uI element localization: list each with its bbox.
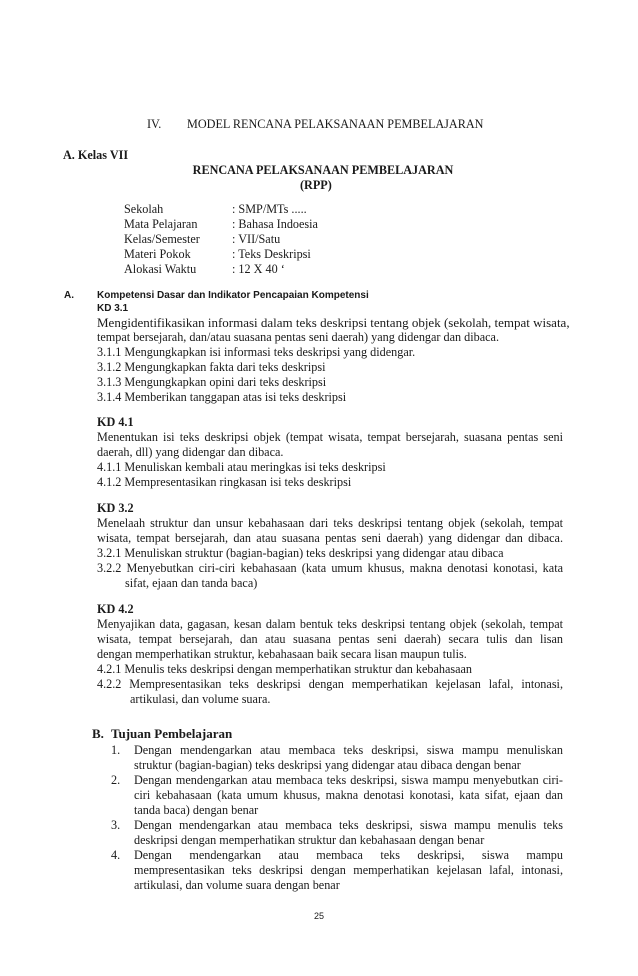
indicator-item-continued: artikulasi, dan volume suara. <box>130 692 271 706</box>
list-item: deskripsi dengan memperhatikan struktur dan kebahasaan dengan benar <box>134 833 485 847</box>
indicator-item: 3.1.4 Memberikan tanggapan atas isi teks deskripsi <box>97 390 347 404</box>
indicator-item: 3.2.1 Menuliskan struktur (bagian-bagian) teks deskripsi yang didengar atau dibaca <box>97 546 504 560</box>
indicator-item: 3.1.3 Mengungkapkan opini dari teks deskripsi <box>97 375 327 389</box>
identity-label: Sekolah <box>124 202 164 216</box>
list-item: Dengan mendengarkan atau membaca teks deskripsi, siswa mampu <box>134 848 563 862</box>
list-item: Dengan mendengarkan atau membaca teks deskripsi, siswa mampu menulis teks <box>134 818 563 832</box>
kd-description: wisata, tempat bersejarah, dan atau suasana pentas seni daerah) secara tulis dan lisan <box>97 632 563 646</box>
section-a-title: Kompetensi Dasar dan Indikator Pencapaian Kompetensi <box>97 290 369 301</box>
identity-label: Kelas/Semester <box>124 232 200 246</box>
list-number: 4. <box>111 848 121 862</box>
list-number: 1. <box>111 743 121 757</box>
rpp-title: RENCANA PELAKSANAAN PEMBELAJARAN <box>192 163 454 177</box>
indicator-item: 4.1.2 Mempresentasikan ringkasan isi teks deskripsi <box>97 475 352 489</box>
list-item: mempresentasikan teks deskripsi dengan memperhatikan kejelasan lafal, intonasi, <box>134 863 563 877</box>
indicator-item: 4.2.2 Mempresentasikan teks deskripsi dengan memperhatikan kejelasan lafal, intonasi, <box>97 677 563 691</box>
kd-heading: KD 4.2 <box>97 602 134 616</box>
indicator-item-continued: sifat, ejaan dan tanda baca) <box>125 576 258 590</box>
chapter-title: MODEL RENCANA PELAKSANAAN PEMBELAJARAN <box>187 117 484 131</box>
list-item: artikulasi, dan volume suara dengan benar <box>134 878 340 892</box>
page-number: 25 <box>313 911 324 921</box>
identity-label: Mata Pelajaran <box>124 217 198 231</box>
kd-heading: KD 3.1 <box>97 303 129 314</box>
kelas-heading: A. Kelas VII <box>63 148 129 162</box>
kd-description: tempat bersejarah, dan/atau suasana pentas seni daerah) yang didengar dan dibaca. <box>97 330 500 344</box>
kd-description: daerah, dll) yang didengar dan dibaca. <box>97 445 284 459</box>
kd-description: Menentukan isi teks deskripsi objek (tempat wisata, tempat bersejarah, suasana pentas seni <box>97 430 563 444</box>
list-item: Dengan mendengarkan atau membaca teks deskripsi, siswa mampu menuliskan <box>134 743 563 757</box>
list-item: tanda baca) dengan benar <box>134 803 259 817</box>
kd-description: Mengidentifikasikan informasi dalam teks deskripsi tentang objek (sekolah, tempat wisata, <box>97 315 570 330</box>
indicator-item: 3.1.2 Mengungkapkan fakta dari teks deskripsi <box>97 360 326 374</box>
kd-description: Menelaah struktur dan unsur kebahasaan dari teks deskripsi tentang objek (sekolah, tempat <box>97 516 563 530</box>
list-item: struktur (bagian-bagian) teks deskripsi yang didengar atau dibaca dengan benar <box>134 758 521 772</box>
kd-description: wisata, tempat bersejarah, dan atau suasana pentas seni daerah) yang didengar dan dibaca. <box>97 531 563 545</box>
section-b-letter: B. <box>92 726 104 741</box>
identity-value: : Bahasa Indoesia <box>232 217 318 231</box>
kd-heading: KD 3.2 <box>97 501 134 515</box>
identity-value: : Teks Deskripsi <box>232 247 311 261</box>
identity-label: Materi Pokok <box>124 247 191 261</box>
section-b-title: Tujuan Pembelajaran <box>111 726 233 741</box>
indicator-item: 4.1.1 Menuliskan kembali atau meringkas isi teks deskripsi <box>97 460 386 474</box>
identity-label: Alokasi Waktu <box>124 262 197 276</box>
indicator-item: 3.1.1 Mengungkapkan isi informasi teks deskripsi yang didengar. <box>97 345 416 359</box>
kd-description: dengan memperhatikan struktur, kebahasaan baik secara lisan maupun tulis. <box>97 647 467 661</box>
section-a-letter: A. <box>64 290 74 301</box>
identity-value: : SMP/MTs ..... <box>232 202 307 216</box>
chapter-number: IV. <box>147 117 162 131</box>
identity-value: : VII/Satu <box>232 232 281 246</box>
indicator-item: 4.2.1 Menulis teks deskripsi dengan memperhatikan struktur dan kebahasaan <box>97 662 473 676</box>
identity-value: : 12 X 40 ‘ <box>232 262 285 276</box>
list-item: ciri kebahasaan (kata umum khusus, makna denotasi konotasi, kata sifat, ejaan dan <box>134 788 563 802</box>
indicator-item: 3.2.2 Menyebutkan ciri-ciri kebahasaan (kata umum khusus, makna denotasi konotasi, kata <box>97 561 563 575</box>
list-number: 3. <box>111 818 121 832</box>
list-item: Dengan mendengarkan atau membaca teks deskripsi, siswa mampu menyebutkan ciri- <box>134 773 563 787</box>
rpp-subtitle: (RPP) <box>300 178 332 192</box>
kd-description: Menyajikan data, gagasan, kesan dalam bentuk teks deskripsi tentang objek (sekolah, tempat <box>97 617 563 631</box>
kd-heading: KD 4.1 <box>97 415 134 429</box>
list-number: 2. <box>111 773 121 787</box>
